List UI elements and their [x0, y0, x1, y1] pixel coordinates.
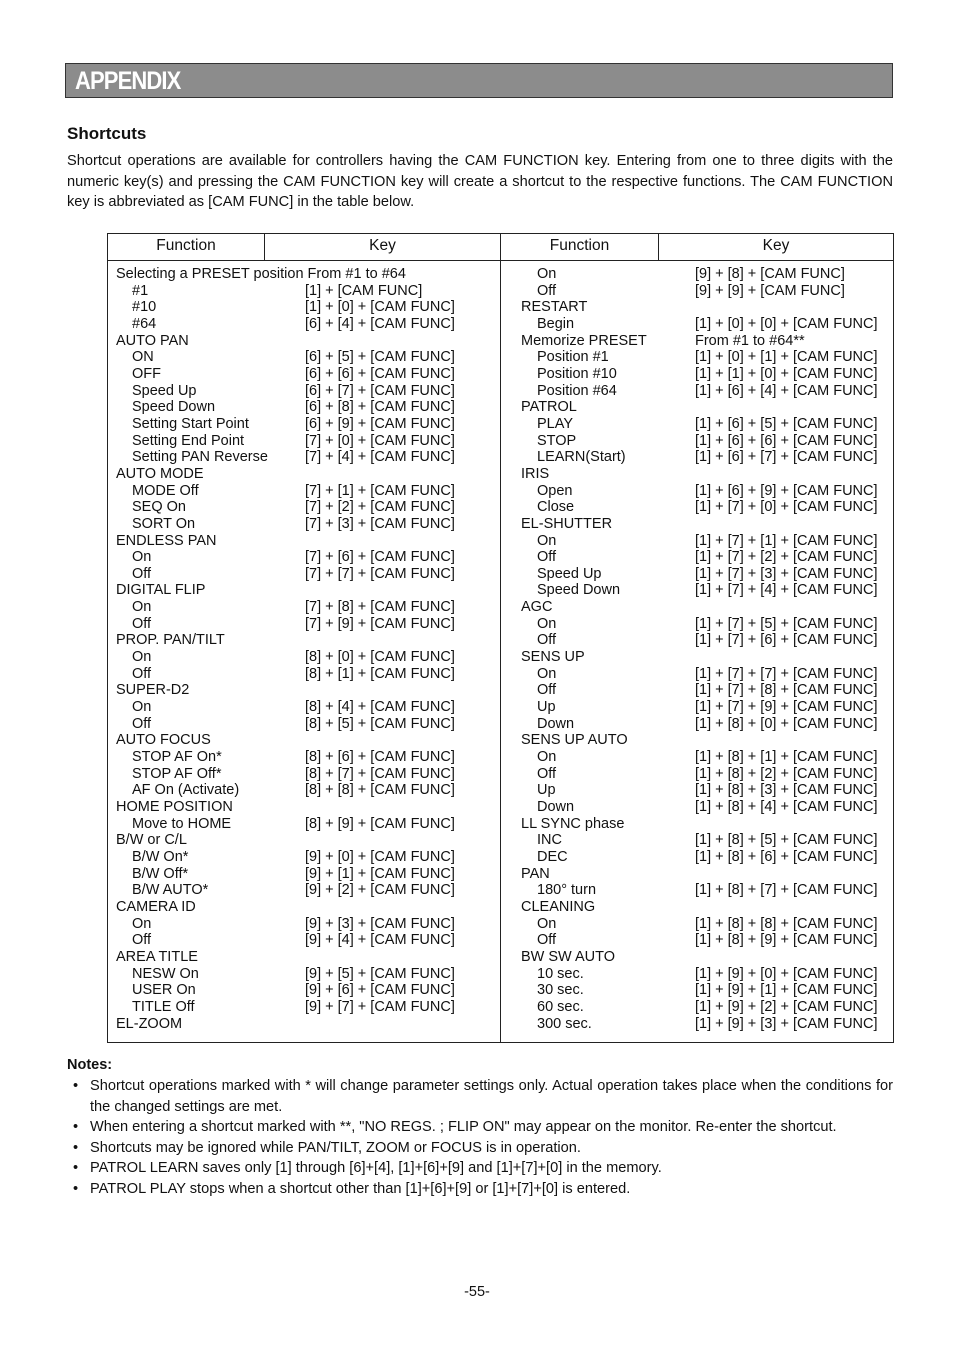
key-combo: [1] + [7] + [6] + [CAM FUNC]	[695, 632, 878, 649]
function-label: STOP	[537, 432, 577, 449]
function-label: Setting Start Point	[132, 415, 249, 432]
function-label: ON	[132, 349, 154, 366]
shortcuts-table	[107, 233, 894, 1043]
page-number: -55-	[464, 1284, 490, 1300]
key-combo: [1] + [7] + [5] + [CAM FUNC]	[695, 615, 878, 632]
table-row	[116, 616, 496, 633]
function-label: Off	[537, 632, 557, 649]
table-row	[521, 449, 891, 466]
bullet-icon: •	[73, 1119, 79, 1135]
key-combo: [1] + [8] + [6] + [CAM FUNC]	[695, 848, 878, 865]
table-row	[521, 849, 891, 866]
note-item	[67, 1117, 893, 1138]
table-row	[116, 399, 496, 416]
table-row	[521, 599, 891, 616]
function-label: TITLE Off	[132, 998, 195, 1015]
key-combo: [1] + [CAM FUNC]	[305, 282, 423, 299]
function-label: On	[132, 915, 152, 932]
function-label: B/W On*	[132, 848, 189, 865]
function-label: AREA TITLE	[116, 948, 198, 965]
function-label: Off	[537, 549, 557, 566]
key-combo: [6] + [7] + [CAM FUNC]	[305, 382, 455, 399]
note-text: Shortcut operations marked with * will change parameter settings only. Actual operation takes place when the conditions for the changed settings are met.	[90, 1078, 893, 1115]
table-row	[116, 316, 496, 333]
right-column	[521, 266, 891, 1032]
table-row	[116, 932, 496, 949]
function-label: B/W Off*	[132, 865, 189, 882]
function-label: On	[132, 549, 152, 566]
key-combo: From #1 to #64**	[695, 332, 805, 349]
function-label: SORT On	[132, 515, 196, 532]
key-combo: [1] + [6] + [5] + [CAM FUNC]	[695, 415, 878, 432]
table-row	[116, 582, 496, 599]
function-label: EL-SHUTTER	[521, 515, 613, 532]
function-label: AUTO MODE	[116, 465, 204, 482]
bullet-icon: •	[73, 1160, 79, 1176]
function-label: Memorize PRESET	[521, 332, 647, 349]
key-combo: [8] + [5] + [CAM FUNC]	[305, 715, 455, 732]
function-label: 180° turn	[537, 882, 597, 899]
note-item	[67, 1179, 893, 1200]
table-row	[521, 416, 891, 433]
function-label: On	[132, 599, 152, 616]
function-label: RESTART	[521, 299, 588, 316]
notes-heading: Notes:	[67, 1057, 113, 1073]
key-combo: [8] + [4] + [CAM FUNC]	[305, 699, 455, 716]
function-label: 10 sec.	[537, 965, 584, 982]
key-combo: [1] + [8] + [8] + [CAM FUNC]	[695, 915, 878, 932]
table-row	[116, 599, 496, 616]
function-label: Off	[537, 682, 557, 699]
table-row	[116, 749, 496, 766]
function-label: ENDLESS PAN	[116, 532, 217, 549]
note-item	[67, 1158, 893, 1179]
function-label: IRIS	[521, 465, 550, 482]
function-label: INC	[537, 832, 562, 849]
table-row	[521, 699, 891, 716]
function-label: Off	[537, 765, 557, 782]
function-label: DEC	[537, 848, 568, 865]
function-label: Position #10	[537, 365, 617, 382]
shortcuts-intro: Shortcut operations are available for controllers having the CAM FUNCTION key. Entering from one to three digits with the numeric key(s) and pressing the CAM FUNCTION key will create a shortcut to the respective functions. The CAM FUNCTION key is abbreviated as [CAM FUNC] in the table below.	[67, 153, 893, 210]
note-text: PATROL LEARN saves only [1] through [6]+[4], [1]+[6]+[9] and [1]+[7]+[0] in the memory.	[90, 1160, 662, 1176]
key-combo: [1] + [0] + [CAM FUNC]	[305, 299, 455, 316]
table-row	[116, 366, 496, 383]
key-combo: [9] + [1] + [CAM FUNC]	[305, 865, 455, 882]
key-combo: [7] + [3] + [CAM FUNC]	[305, 515, 455, 532]
section-title: APPENDIX	[75, 67, 181, 95]
table-row	[521, 533, 891, 550]
table-row	[116, 816, 496, 833]
function-label: Speed Up	[132, 382, 197, 399]
key-combo: [6] + [4] + [CAM FUNC]	[305, 315, 455, 332]
function-label: On	[537, 532, 557, 549]
table-row	[521, 299, 891, 316]
key-combo: [6] + [9] + [CAM FUNC]	[305, 415, 455, 432]
function-label: On	[537, 749, 557, 766]
key-combo: [6] + [8] + [CAM FUNC]	[305, 399, 455, 416]
key-combo: [9] + [7] + [CAM FUNC]	[305, 998, 455, 1015]
function-label: Selecting a PRESET position From #1 to #64	[116, 266, 406, 282]
function-label: Off	[537, 932, 557, 949]
function-label: Begin	[537, 315, 575, 332]
function-label: CAMERA ID	[116, 898, 196, 915]
table-row	[116, 449, 496, 466]
table-row	[116, 949, 496, 966]
table-row	[521, 466, 891, 483]
function-label: Speed Down	[132, 399, 216, 416]
table-row	[116, 516, 496, 533]
header-function-left: Function	[108, 234, 265, 261]
function-label: On	[132, 649, 152, 666]
function-label: Down	[537, 799, 575, 815]
table-row	[116, 882, 496, 899]
function-label: Off	[132, 932, 152, 949]
function-label: Speed Up	[537, 565, 602, 582]
table-row	[521, 582, 891, 599]
table-row	[521, 549, 891, 566]
table-row	[116, 1016, 496, 1033]
key-combo: [7] + [2] + [CAM FUNC]	[305, 499, 455, 516]
table-row	[116, 549, 496, 566]
table-row	[116, 333, 496, 350]
function-label: Up	[537, 782, 556, 799]
table-row	[521, 483, 891, 500]
key-combo: [9] + [3] + [CAM FUNC]	[305, 915, 455, 932]
table-row	[521, 966, 891, 983]
function-label: 300 sec.	[537, 1015, 592, 1032]
function-label: #64	[132, 315, 157, 332]
key-combo: [9] + [9] + [CAM FUNC]	[695, 282, 845, 299]
table-row	[116, 383, 496, 400]
table-row	[521, 899, 891, 916]
table-row	[521, 932, 891, 949]
key-combo: [1] + [7] + [3] + [CAM FUNC]	[695, 565, 878, 582]
function-label: B/W AUTO*	[132, 882, 209, 899]
table-row	[521, 916, 891, 933]
key-combo: [9] + [8] + [CAM FUNC]	[695, 266, 845, 282]
function-label: LEARN(Start)	[537, 449, 626, 466]
function-label: PLAY	[537, 415, 574, 432]
key-combo: [7] + [9] + [CAM FUNC]	[305, 615, 455, 632]
key-combo: [9] + [6] + [CAM FUNC]	[305, 982, 455, 999]
function-label: AGC	[521, 599, 553, 616]
function-label: Setting PAN Reverse	[132, 449, 268, 466]
key-combo: [1] + [8] + [4] + [CAM FUNC]	[695, 799, 878, 815]
table-row	[521, 832, 891, 849]
left-column	[116, 266, 496, 1032]
table-row	[116, 699, 496, 716]
key-combo: [1] + [7] + [0] + [CAM FUNC]	[695, 499, 878, 516]
function-label: SENS UP AUTO	[521, 732, 628, 749]
table-row	[116, 732, 496, 749]
function-label: On	[537, 266, 557, 282]
function-label: On	[132, 699, 152, 716]
function-label: Up	[537, 699, 556, 716]
table-row	[521, 882, 891, 899]
key-combo: [1] + [0] + [0] + [CAM FUNC]	[695, 315, 878, 332]
table-row	[116, 799, 496, 816]
table-row	[521, 766, 891, 783]
table-row	[521, 666, 891, 683]
key-combo: [1] + [9] + [2] + [CAM FUNC]	[695, 998, 878, 1015]
function-label: B/W or C/L	[116, 832, 187, 849]
key-combo: [1] + [9] + [3] + [CAM FUNC]	[695, 1015, 878, 1032]
bullet-icon: •	[73, 1180, 79, 1197]
table-row	[116, 299, 496, 316]
function-label: Off	[132, 615, 152, 632]
function-label: NESW On	[132, 965, 199, 982]
function-label: AUTO FOCUS	[116, 732, 211, 749]
table-row	[521, 349, 891, 366]
function-label: SEQ On	[132, 499, 186, 516]
table-row	[521, 982, 891, 999]
function-label: STOP AF Off*	[132, 765, 222, 782]
function-label: Down	[537, 715, 575, 732]
function-label: OFF	[132, 365, 161, 382]
key-combo: [1] + [9] + [1] + [CAM FUNC]	[695, 982, 878, 999]
key-combo: [7] + [0] + [CAM FUNC]	[305, 432, 455, 449]
table-row	[116, 782, 496, 799]
function-label: HOME POSITION	[116, 799, 233, 815]
table-row	[116, 966, 496, 983]
function-label: On	[537, 615, 557, 632]
function-label: AUTO PAN	[116, 332, 189, 349]
table-row	[116, 466, 496, 483]
key-combo: [8] + [7] + [CAM FUNC]	[305, 765, 455, 782]
note-item	[67, 1076, 893, 1117]
key-combo: [1] + [8] + [2] + [CAM FUNC]	[695, 765, 878, 782]
function-label: PATROL	[521, 399, 577, 416]
table-row	[521, 749, 891, 766]
table-row	[116, 666, 496, 683]
key-combo: [1] + [8] + [7] + [CAM FUNC]	[695, 882, 878, 899]
function-label: PAN	[521, 865, 550, 882]
function-label: Setting End Point	[132, 432, 245, 449]
key-combo: [8] + [0] + [CAM FUNC]	[305, 649, 455, 666]
table-row	[521, 816, 891, 833]
table-row	[521, 949, 891, 966]
key-combo: [1] + [6] + [9] + [CAM FUNC]	[695, 482, 878, 499]
function-label: MODE Off	[132, 482, 199, 499]
function-label: EL-ZOOM	[116, 1015, 183, 1032]
function-label: Off	[132, 715, 152, 732]
key-combo: [1] + [8] + [0] + [CAM FUNC]	[695, 715, 878, 732]
table-row	[521, 616, 891, 633]
key-combo: [1] + [7] + [1] + [CAM FUNC]	[695, 532, 878, 549]
table-row	[521, 516, 891, 533]
key-combo: [7] + [7] + [CAM FUNC]	[305, 565, 455, 582]
table-row	[521, 399, 891, 416]
key-combo: [7] + [1] + [CAM FUNC]	[305, 482, 455, 499]
function-label: #1	[132, 282, 149, 299]
table-row	[116, 433, 496, 450]
table-row	[116, 483, 496, 500]
function-label: Open	[537, 482, 573, 499]
table-row	[116, 832, 496, 849]
table-row	[116, 982, 496, 999]
section-banner	[65, 63, 893, 98]
shortcuts-heading: Shortcuts	[67, 124, 147, 143]
key-combo: [6] + [6] + [CAM FUNC]	[305, 365, 455, 382]
table-row	[521, 566, 891, 583]
table-row	[116, 533, 496, 550]
table-row	[116, 649, 496, 666]
function-label: Off	[132, 665, 152, 682]
key-combo: [9] + [4] + [CAM FUNC]	[305, 932, 455, 949]
header-key-left: Key	[265, 234, 501, 261]
key-combo: [8] + [6] + [CAM FUNC]	[305, 749, 455, 766]
key-combo: [7] + [4] + [CAM FUNC]	[305, 449, 455, 466]
table-row	[116, 499, 496, 516]
function-label: Move to HOME	[132, 815, 232, 832]
table-row	[521, 1016, 891, 1033]
header-key-right: Key	[762, 237, 790, 254]
key-combo: [1] + [6] + [6] + [CAM FUNC]	[695, 432, 878, 449]
function-label: On	[537, 915, 557, 932]
key-combo: [1] + [6] + [7] + [CAM FUNC]	[695, 449, 878, 466]
key-combo: [1] + [7] + [8] + [CAM FUNC]	[695, 682, 878, 699]
note-item	[67, 1138, 893, 1159]
table-row	[116, 632, 496, 649]
table-row	[521, 999, 891, 1016]
table-row	[521, 499, 891, 516]
function-label: PROP. PAN/TILT	[116, 632, 225, 649]
function-label: Position #64	[537, 382, 617, 399]
table-row	[521, 716, 891, 733]
table-row	[116, 266, 496, 283]
note-text: When entering a shortcut marked with **, "NO REGS. ; FLIP ON" may appear on the monitor. Re-enter the shortcut.	[90, 1119, 837, 1135]
function-label: SENS UP	[521, 649, 585, 666]
key-combo: [1] + [7] + [7] + [CAM FUNC]	[695, 665, 878, 682]
header-function-right: Function	[501, 234, 659, 261]
table-row	[521, 383, 891, 400]
table-row	[521, 366, 891, 383]
note-text: PATROL PLAY stops when a shortcut other than [1]+[6]+[9] or [1]+[7]+[0] is entered.	[90, 1180, 631, 1197]
key-combo: [9] + [5] + [CAM FUNC]	[305, 965, 455, 982]
key-combo: [1] + [8] + [5] + [CAM FUNC]	[695, 832, 878, 849]
table-row	[116, 849, 496, 866]
key-combo: [1] + [7] + [2] + [CAM FUNC]	[695, 549, 878, 566]
key-combo: [1] + [9] + [0] + [CAM FUNC]	[695, 965, 878, 982]
function-label: AF On (Activate)	[132, 782, 240, 799]
function-label: CLEANING	[521, 898, 596, 915]
table-row	[521, 283, 891, 300]
function-label: Close	[537, 499, 575, 516]
function-label: 60 sec.	[537, 998, 584, 1015]
table-row	[116, 999, 496, 1016]
table-row	[521, 649, 891, 666]
table-row	[116, 866, 496, 883]
function-label: Position #1	[537, 349, 609, 366]
function-label: Speed Down	[537, 582, 621, 599]
bullet-icon: •	[73, 1139, 79, 1156]
notes-list	[67, 1076, 893, 1199]
table-row	[521, 433, 891, 450]
table-row	[521, 866, 891, 883]
function-label: DIGITAL FLIP	[116, 582, 206, 599]
function-label: #10	[132, 299, 157, 316]
table-row	[116, 566, 496, 583]
function-label: STOP AF On*	[132, 749, 222, 766]
bullet-icon: •	[73, 1078, 79, 1094]
table-row	[116, 916, 496, 933]
column-divider	[500, 260, 501, 1043]
table-row	[116, 349, 496, 366]
key-combo: [7] + [8] + [CAM FUNC]	[305, 599, 455, 616]
key-combo: [9] + [2] + [CAM FUNC]	[305, 882, 455, 899]
function-label: On	[537, 665, 557, 682]
table-row	[521, 682, 891, 699]
table-row	[521, 782, 891, 799]
function-label: Off	[537, 282, 557, 299]
key-combo: [1] + [7] + [9] + [CAM FUNC]	[695, 699, 878, 716]
key-combo: [8] + [1] + [CAM FUNC]	[305, 665, 455, 682]
table-row	[116, 716, 496, 733]
key-combo: [9] + [0] + [CAM FUNC]	[305, 848, 455, 865]
key-combo: [1] + [6] + [4] + [CAM FUNC]	[695, 382, 878, 399]
key-combo: [8] + [8] + [CAM FUNC]	[305, 782, 455, 799]
key-combo: [1] + [8] + [3] + [CAM FUNC]	[695, 782, 878, 799]
table-row	[521, 266, 891, 283]
table-row	[521, 799, 891, 816]
function-label: 30 sec.	[537, 982, 584, 999]
key-combo: [1] + [7] + [4] + [CAM FUNC]	[695, 582, 878, 599]
key-combo: [1] + [8] + [9] + [CAM FUNC]	[695, 932, 878, 949]
note-text: Shortcuts may be ignored while PAN/TILT, ZOOM or FOCUS is in operation.	[90, 1139, 581, 1156]
table-row	[521, 333, 891, 350]
function-label: BW SW AUTO	[521, 948, 615, 965]
table-row	[116, 766, 496, 783]
function-label: USER On	[132, 982, 196, 999]
table-row	[116, 899, 496, 916]
key-combo: [8] + [9] + [CAM FUNC]	[305, 815, 455, 832]
table-row	[116, 416, 496, 433]
table-row	[116, 283, 496, 300]
key-combo: [1] + [0] + [1] + [CAM FUNC]	[695, 349, 878, 366]
function-label: Off	[132, 565, 152, 582]
function-label: LL SYNC phase	[521, 815, 625, 832]
table-row	[521, 632, 891, 649]
function-label: SUPER-D2	[116, 682, 190, 699]
key-combo: [7] + [6] + [CAM FUNC]	[305, 549, 455, 566]
key-combo: [6] + [5] + [CAM FUNC]	[305, 349, 455, 366]
table-row	[116, 682, 496, 699]
table-row	[521, 732, 891, 749]
key-combo: [1] + [8] + [1] + [CAM FUNC]	[695, 749, 878, 766]
key-combo: [1] + [1] + [0] + [CAM FUNC]	[695, 365, 878, 382]
table-row	[521, 316, 891, 333]
